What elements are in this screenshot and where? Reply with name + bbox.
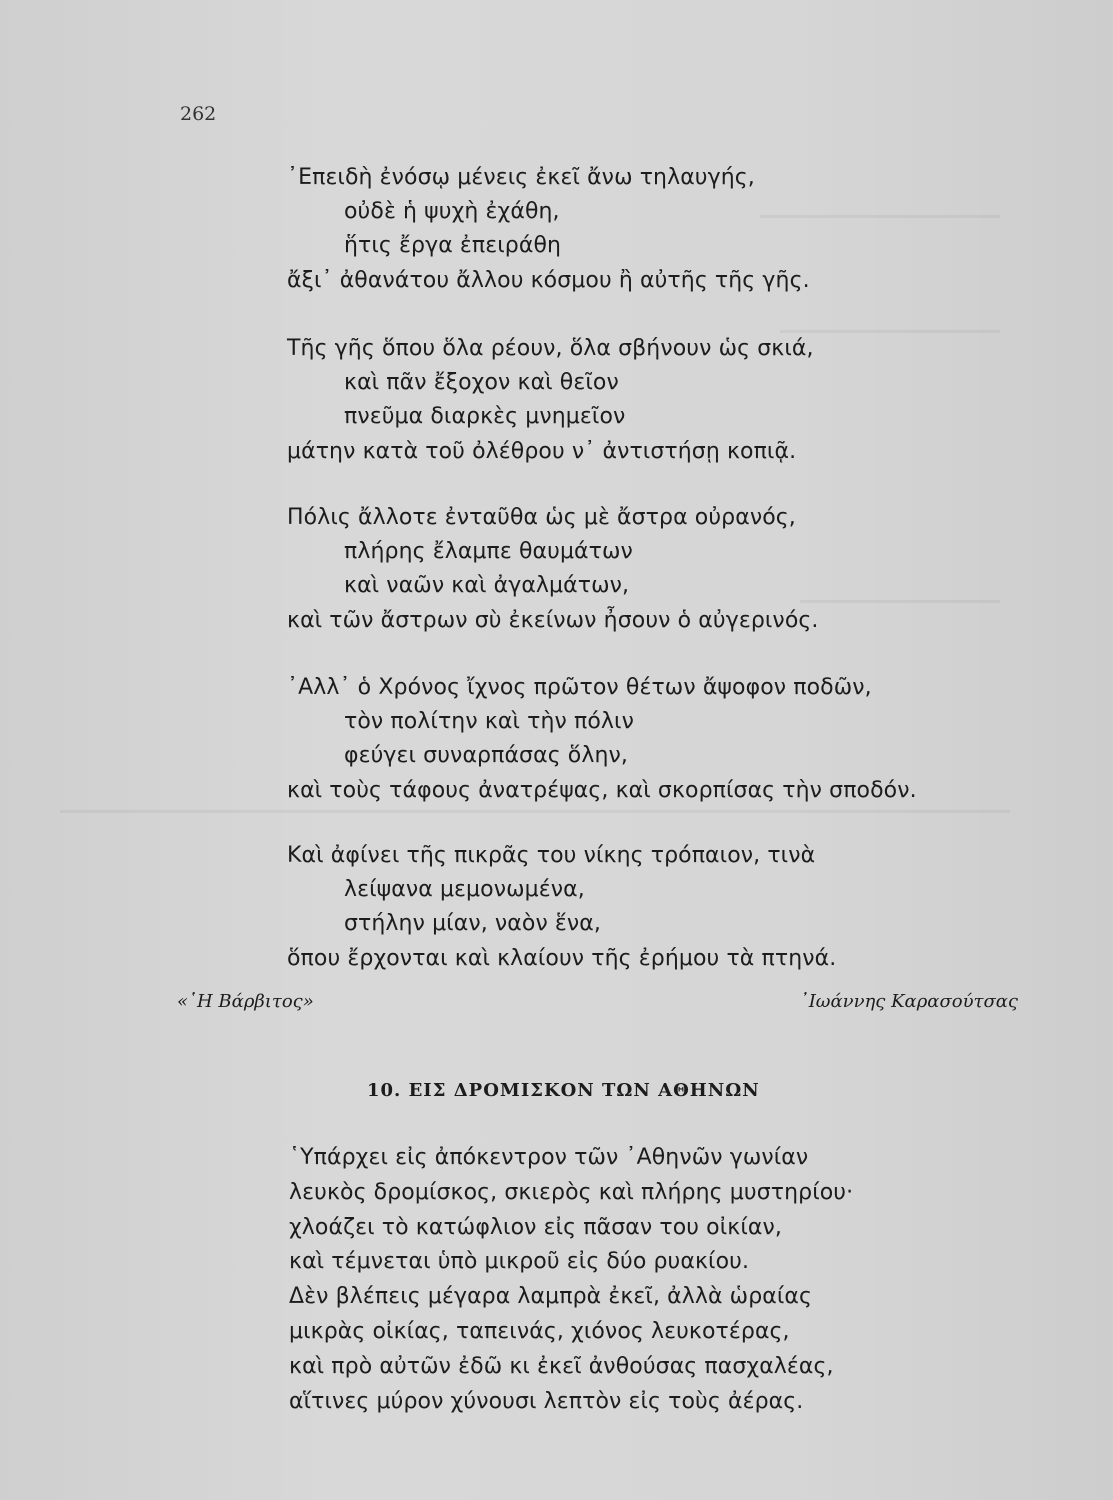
poem-line: πλήρης ἔλαμπε θαυμάτων — [344, 539, 633, 564]
poem-line: λείψανα μεμονωμένα, — [344, 877, 585, 902]
poem-line: Καὶ ἀφίνει τῆς πικρᾶς του νίκης τρόπαιον, τινὰ — [287, 843, 816, 868]
poem-line: στήλην μίαν, ναὸν ἕνα, — [344, 911, 602, 936]
show-through-mark — [800, 600, 1000, 603]
poem-line: καὶ πρὸ αὐτῶν ἐδῶ κι ἐκεῖ ἀνθούσας πασχαλέας, — [289, 1354, 834, 1379]
poem-line: φεύγει συναρπάσας ὅλην, — [344, 743, 629, 768]
poem-line: Πόλις ἄλλοτε ἐνταῦθα ὡς μὲ ἄστρα οὐρανός, — [287, 505, 796, 530]
poem-line: οὐδὲ ἡ ψυχὴ ἐχάθη, — [344, 199, 560, 224]
poem-line: ἄξι᾿ ἀθανάτου ἄλλου κόσμου ἢ αὐτῆς τῆς γῆς. — [287, 268, 810, 293]
poem-line: καὶ τοὺς τάφους ἀνατρέψας, καὶ σκορπίσας τὴν σποδόν. — [287, 778, 917, 803]
poem-line: ᾿Επειδὴ ἐνόσῳ μένεις ἐκεῖ ἄνω τηλαυγής, — [287, 165, 755, 190]
page-number: 262 — [180, 103, 217, 125]
poem-line: πνεῦμα διαρκὲς μνημεῖον — [344, 404, 626, 429]
poem-line: ἥτις ἔργα ἐπειράθη — [344, 233, 562, 258]
poem-line: μικρὰς οἰκίας, ταπεινάς, χιόνος λευκοτέρας, — [289, 1319, 790, 1344]
author-name: ᾿Ιωάννης Καρασούτσας — [799, 991, 1018, 1012]
poem-line: ὅπου ἔρχονται καὶ κλαίουν τῆς ἐρήμου τὰ πτηνά. — [287, 946, 837, 971]
show-through-mark — [760, 215, 1000, 218]
poem-line: χλοάζει τὸ κατώφλιον εἰς πᾶσαν του οἰκίαν, — [289, 1215, 782, 1240]
poem-line: λευκὸς δρομίσκος, σκιερὸς καὶ πλήρης μυστηρίου· — [289, 1180, 854, 1205]
poem-line: καὶ τέμνεται ὑπὸ μικροῦ εἰς δύο ρυακίου. — [289, 1249, 750, 1274]
show-through-mark — [60, 810, 1010, 813]
source-title: «῾Η Βάρβιτος» — [177, 991, 314, 1012]
poem-line: καὶ πᾶν ἔξοχον καὶ θεῖον — [344, 370, 619, 395]
poem-line: Δὲν βλέπεις μέγαρα λαμπρὰ ἐκεῖ, ἀλλὰ ὡραίας — [289, 1284, 813, 1309]
poem-heading: 10. ΕΙΣ ΔΡΟΜΙΣΚΟΝ ΤΩΝ ΑΘΗΝΩΝ — [367, 1080, 760, 1101]
poem-line: καὶ ναῶν καὶ ἀγαλμάτων, — [344, 573, 630, 598]
poem-line: τὸν πολίτην καὶ τὴν πόλιν — [344, 709, 634, 734]
poem-line: αἵτινες μύρον χύνουσι λεπτὸν εἰς τοὺς ἀέρας. — [289, 1389, 804, 1414]
poem-line: ᾿Αλλ᾿ ὁ Χρόνος ἴχνος πρῶτον θέτων ἄψοφον ποδῶν, — [287, 675, 872, 700]
poem-line: καὶ τῶν ἄστρων σὺ ἐκείνων ἦσουν ὁ αὐγερινός. — [287, 608, 819, 633]
poem-line: ῾Υπάρχει εἰς ἀπόκεντρον τῶν ᾿Αθηνῶν γωνίαν — [289, 1145, 809, 1170]
poem-line: Τῆς γῆς ὅπου ὅλα ρέουν, ὅλα σβήνουν ὡς σκιά, — [287, 336, 814, 361]
show-through-mark — [780, 330, 1000, 333]
poem-line: μάτην κατὰ τοῦ ὀλέθρου ν᾿ ἀντιστήσῃ κοπιᾷ. — [287, 439, 797, 464]
